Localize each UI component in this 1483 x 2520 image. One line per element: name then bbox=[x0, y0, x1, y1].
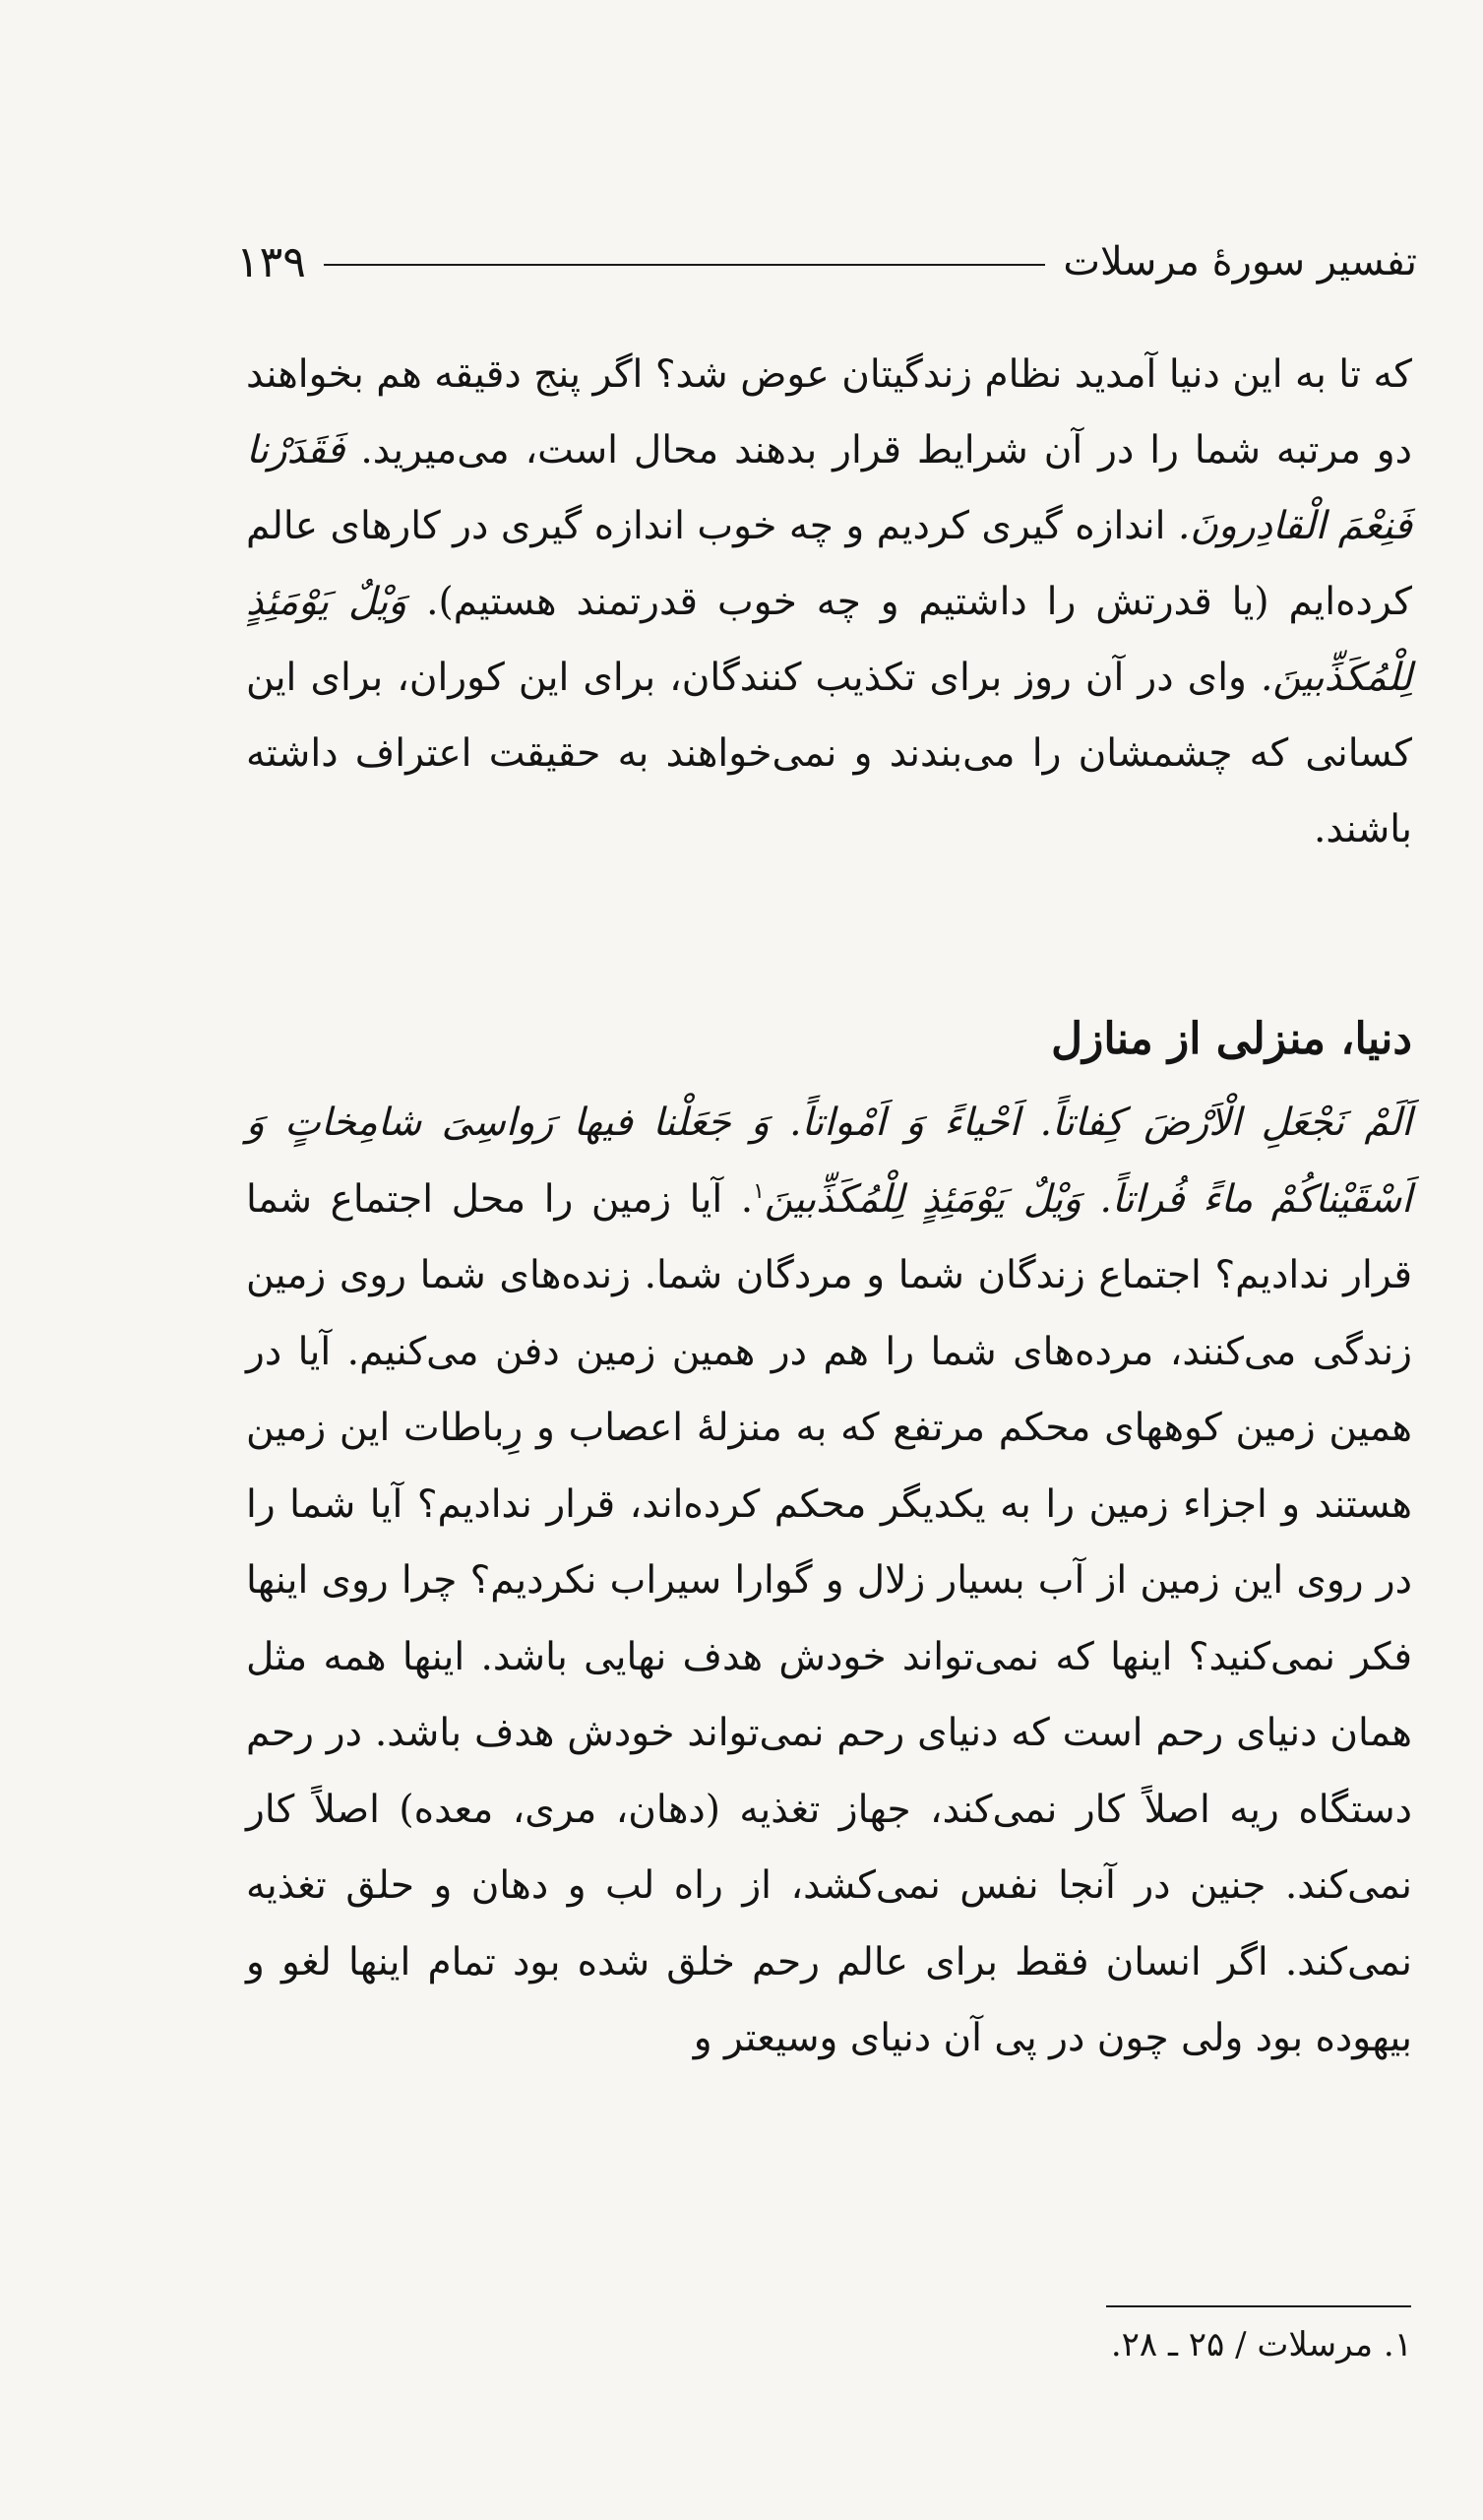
quran-verse-2: وَیْلٌ یَوْمَئِذٍ لِلْمُکَذِّبینَ. bbox=[246, 580, 1412, 700]
paragraph-2 bbox=[246, 1085, 1412, 2077]
page-number: ۱۳۹ bbox=[236, 236, 306, 287]
quran-verse-1: فَقَدَرْنا فَنِعْمَ الْقادِرونَ. bbox=[246, 428, 1412, 548]
header-rule bbox=[324, 264, 1045, 266]
footnote-marker: ۱ bbox=[753, 1178, 765, 1204]
footnote-rule bbox=[1106, 2305, 1411, 2307]
header-title: تفسیر سورهٔ مرسلات bbox=[1063, 239, 1417, 284]
footnote: ۱. مرسلات / ۲۵ ـ ۲۸. bbox=[1110, 2325, 1412, 2364]
running-header bbox=[236, 222, 1417, 301]
paragraph-1-text-b: اندازه گیری کردیم و چه خوب اندازه گیری در کارهای عالم کرده‌ایم (یا قدرتش را داشتیم و چه خوب قدرتمند هستیم). bbox=[246, 504, 1412, 624]
section-heading: دنیا، منزلی از منازل bbox=[1051, 1014, 1412, 1064]
paragraph-1-text-a: که تا به این دنیا آمدید نظام زندگیتان عوض شد؟ اگر پنج دقیقه هم بخواهند دو مرتبه شما را در آن شرایط قرار بدهند محال است، می‌میرید. bbox=[246, 352, 1412, 472]
paragraph-1-text-c: وای در آن روز برای تکذیب کنندگان، برای این کوران، برای این کسانی که چشمشان را می‌بندند و نمی‌خواهند به حقیقت اعتراف داشته باشند. bbox=[246, 656, 1412, 851]
paragraph-2-text: . آیا زمین را محل اجتماع شما قرار ندادیم؟ اجتماع زندگان شما و مردگان شما. زنده‌های شما روی زمین زندگی می‌کنند، مرده‌های شما را هم در همین زمین دفن می‌کنیم. آیا در همین زمین کوههای محکم مرتفع که به منزلهٔ اعصاب و رِباطات این زمین هستند و اجزاء زمین را به یکدیگر محکم کرده‌اند، قرار ندادیم؟ آیا شما را در روی این زمین از آب بسیار زلال و گوارا سیراب نکردیم؟ چرا روی اینها فکر نمی‌کنید؟ اینها که نمی‌تواند خودش هدف نهایی باشد. اینها همه مثل همان دنیای رحم است که دنیای رحم نمی‌تواند خودش هدف باشد. در رحم دستگاه ریه اصلاً کار نمی‌کند، جهاز تغذیه (دهان، مری، معده) اصلاً کار نمی‌کند. جنین در آنجا نفس نمی‌کشد، از راه لب و دهان و حلق تغذیه نمی‌کند. اگر انسان فقط برای عالم رحم خلق شده بود تمام اینها لغو و بیهوده بود ولی چون در پی آن دنیای وسیعتر و bbox=[246, 1176, 1412, 2060]
paragraph-1 bbox=[246, 337, 1412, 867]
quran-verses: اَلَمْ نَجْعَلِ الْاَرْضَ کِفاتاً. اَحْیاءً وَ اَمْواتاً. وَ جَعَلْنا فیها رَواسِیَ شامِخاتٍ وَ اَسْقَیْناکُمْ ماءً فُراتاً. وَیْلٌ یَوْمَئِذٍ لِلْمُکَذِّبینَ bbox=[246, 1101, 1412, 1222]
